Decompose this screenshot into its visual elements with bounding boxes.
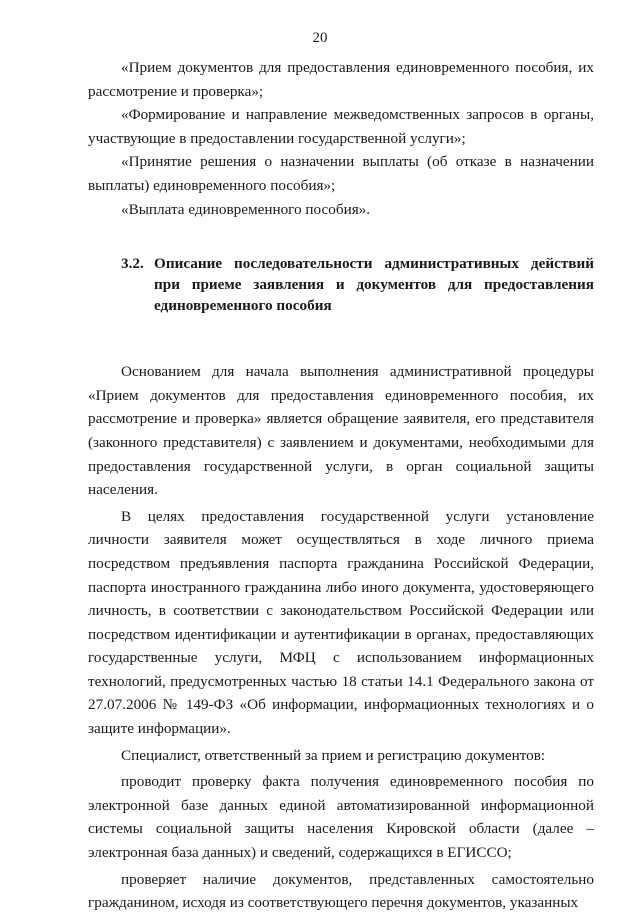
page-number: 20 — [312, 30, 328, 46]
paragraph: Основанием для начала выполнения административной процедуры «Прием документов для предоставления единовременного пособия, их рассмотрение и проверка» является обращение заявителя, его представителя (законного представителя) с заявлением и документами, необходимыми для предоставления государственной услуги, в орган социальной защиты населения. — [88, 363, 594, 499]
paragraph: В целях предоставления государственной услуги установление личности заявителя может осуществляться в ходе личного приема посредством предъявления паспорта гражданина Российской Федерации, паспорта иностранного гражданина либо иного документа, удостоверяющего личность, в соответствии с законодательством Российской Федерации или посредством идентификации и аутентификации в органах, предоставляющих государственные услуги, МФЦ с использованием информационных технологий, предусмотренных частью 18 статьи 14.1 Федерального закона от 27.07.2006 № 149-ФЗ «Об информации, информационных технологиях и о защите информации». — [88, 507, 594, 738]
paragraph: проводит проверку факта получения единовременного пособия по электронной базе данных единой автоматизированной информационной системы социальной защиты населения Кировской области (далее – электронная база данных) и сведений, содержащихся в ЕГИССО; — [88, 773, 594, 862]
procedure-list — [88, 56, 594, 221]
list-item: «Принятие решения о назначении выплаты (об отказе в назначении выплаты) единовременного пособия»; — [88, 153, 594, 194]
list-item: «Прием документов для предоставления единовременного пособия, их рассмотрение и проверка»; — [88, 59, 594, 100]
paragraph: проверяет наличие документов, представленных самостоятельно гражданином, исходя из соответствующего перечня документов, указанных — [88, 870, 594, 912]
section-number: 3.2. — [121, 255, 144, 273]
list-item: «Формирование и направление межведомственных запросов в органы, участвующие в предоставлении государственной услуги»; — [88, 106, 594, 147]
document-body — [88, 56, 594, 915]
section-title: Описание последовательности административных действий при приеме заявления и документов для предоставления единовременного пособия — [154, 255, 594, 315]
section-body — [88, 360, 594, 915]
paragraph: Специалист, ответственный за прием и регистрацию документов: — [121, 746, 546, 764]
section-heading — [88, 253, 594, 316]
list-item: «Выплата единовременного пособия». — [121, 200, 371, 218]
